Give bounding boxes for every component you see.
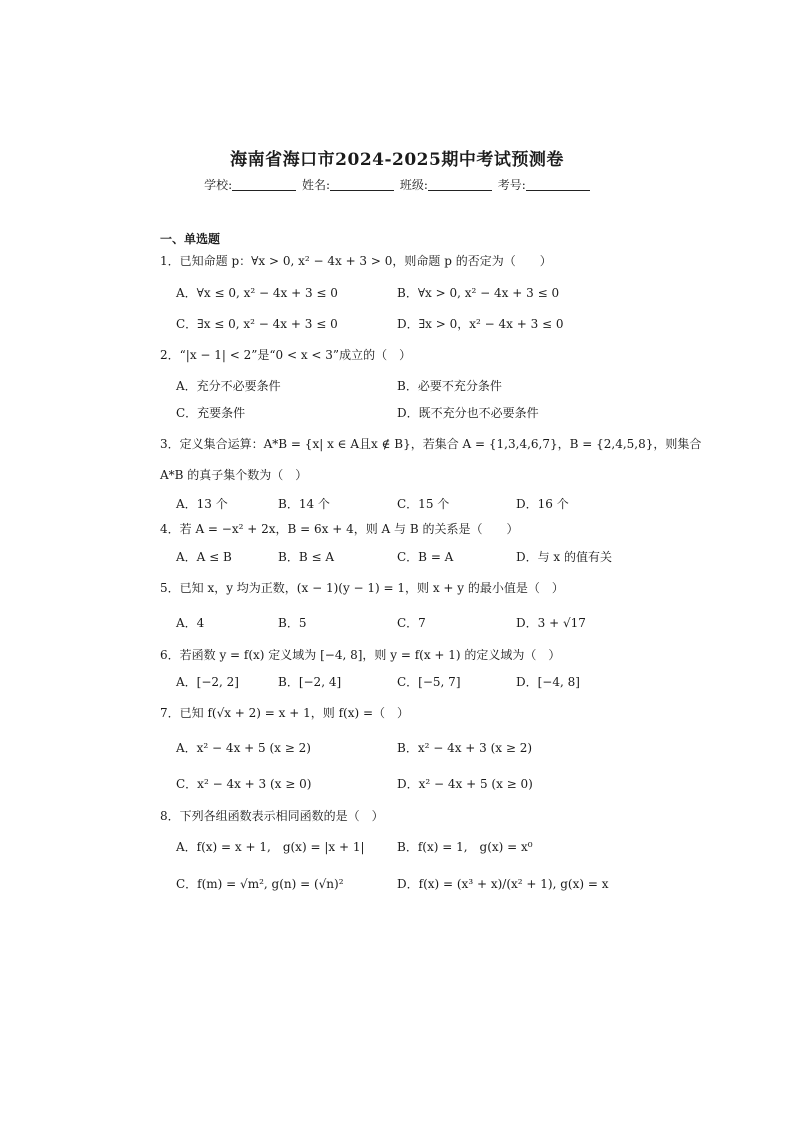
question-4-option-c: C．B = A: [397, 550, 454, 564]
question-6-option-b: B．[−2, 4]: [278, 675, 342, 689]
question-7-stem: 7．已知 f(√x + 2) = x + 1，则 f(x) =（ ）: [160, 706, 410, 720]
name-label: 姓名:: [302, 178, 331, 192]
question-8-option-b: B．f(x) = 1, g(x) = x⁰: [397, 840, 533, 854]
question-6-stem: 6．若函数 y = f(x) 定义域为 [−4, 8]，则 y = f(x + 1) 的定义域为（ ）: [160, 648, 561, 662]
question-1-option-b: B．∀x > 0, x² − 4x + 3 ≤ 0: [397, 286, 560, 300]
school-label: 学校:: [204, 178, 233, 192]
question-6-option-d: D．[−4, 8]: [516, 675, 580, 689]
question-7-option-b: B．x² − 4x + 3 (x ≥ 2): [397, 741, 533, 755]
question-4-option-a: A．A ≤ B: [176, 550, 232, 564]
question-7-option-c: C．x² − 4x + 3 (x ≥ 0): [176, 777, 312, 791]
question-1-option-c: C．∃x ≤ 0, x² − 4x + 3 ≤ 0: [176, 317, 338, 331]
question-8-option-a: A．f(x) = x + 1, g(x) = |x + 1|: [176, 840, 365, 854]
question-7-option-a: A．x² − 4x + 5 (x ≥ 2): [176, 741, 311, 755]
question-8-option-c: C．f(m) = √m², g(n) = (√n)²: [176, 877, 344, 891]
question-4-option-b: B．B ≤ A: [278, 550, 334, 564]
school-blank[interactable]: [232, 178, 296, 191]
question-2-stem: 2．“|x − 1| < 2”是“0 < x < 3”成立的（ ）: [160, 348, 412, 362]
exam-number-blank[interactable]: [526, 178, 590, 191]
page-title: 海南省海口市2024-2025期中考试预测卷: [230, 150, 564, 170]
question-5-option-c: C．7: [397, 616, 426, 630]
question-2-option-b: B．必要不充分条件: [397, 379, 502, 393]
question-4-option-d: D．与 x 的值有关: [516, 550, 613, 564]
question-3-stem-continued: A*B 的真子集个数为（ ）: [160, 468, 308, 482]
question-4-stem: 4．若 A = −x² + 2x，B = 6x + 4，则 A 与 B 的关系是（ ）: [160, 522, 519, 536]
question-5-option-b: B．5: [278, 616, 307, 630]
question-3-option-d: D．16 个: [516, 497, 569, 511]
question-2-option-c: C．充要条件: [176, 406, 246, 420]
question-3-option-c: C．15 个: [397, 497, 450, 511]
question-1-option-a: A．∀x ≤ 0, x² − 4x + 3 ≤ 0: [176, 286, 338, 300]
question-2-option-a: A．充分不必要条件: [176, 379, 281, 393]
question-1-stem: 1．已知命题 p：∀x > 0, x² − 4x + 3 > 0，则命题 p 的否定为（ ）: [160, 254, 552, 268]
student-info-line: [0, 176, 794, 193]
question-2-option-d: D．既不充分也不必要条件: [397, 406, 539, 420]
question-6-option-c: C．[−5, 7]: [397, 675, 461, 689]
question-1-option-d: D．∃x > 0，x² − 4x + 3 ≤ 0: [397, 317, 564, 331]
question-3-option-a: A．13 个: [176, 497, 228, 511]
question-8-option-d: D．f(x) = (x³ + x)/(x² + 1), g(x) = x: [397, 877, 609, 891]
exam-number-label: 考号:: [497, 178, 526, 192]
question-3-stem: 3．定义集合运算：A*B = {x| x ∈ A且x ∉ B}，若集合 A = {1,3,4,6,7}，B = {2,4,5,8}，则集合: [160, 437, 702, 451]
question-7-option-d: D．x² − 4x + 5 (x ≥ 0): [397, 777, 533, 791]
question-5-stem: 5．已知 x，y 均为正数，(x − 1)(y − 1) = 1，则 x + y 的最小值是（ ）: [160, 581, 564, 595]
class-blank[interactable]: [428, 178, 492, 191]
name-blank[interactable]: [330, 178, 394, 191]
question-6-option-a: A．[−2, 2]: [176, 675, 239, 689]
class-label: 班级:: [399, 178, 428, 192]
section-title: 一、单选题: [160, 232, 221, 246]
question-5-option-a: A．4: [176, 616, 205, 630]
question-5-option-d: D．3 + √17: [516, 616, 586, 630]
question-3-option-b: B．14 个: [278, 497, 330, 511]
question-8-stem: 8．下列各组函数表示相同函数的是（ ）: [160, 809, 384, 823]
